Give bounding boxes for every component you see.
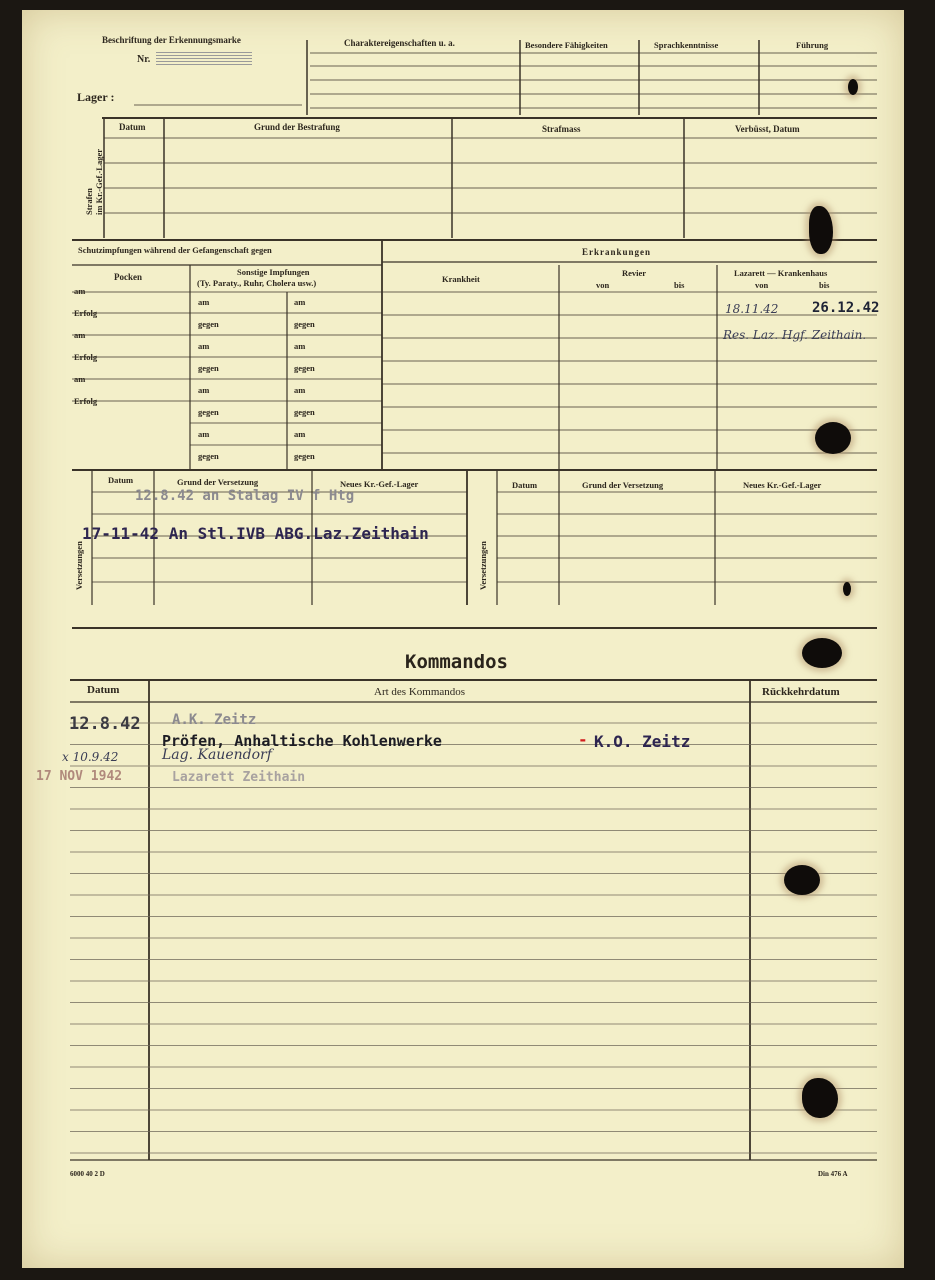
- kommando-date-1: 12.8.42: [69, 714, 141, 734]
- label-transfers-right: Versetzungen: [478, 541, 488, 590]
- kommando-type-1: Pröfen, Anhaltische Kohlenwerke: [162, 732, 442, 750]
- kommando-date-3: 17 NOV 1942: [36, 769, 123, 784]
- vaccination-left-row-label: am: [74, 330, 86, 340]
- vaccination-right-row-label: am: [294, 341, 306, 351]
- col-new-camp-2: Neues Kr.-Gef.-Lager: [743, 480, 822, 490]
- col-infirmary-to: bis: [674, 280, 685, 290]
- label-language-skills: Sprachkenntnisse: [654, 40, 719, 50]
- punch-hole: [802, 1078, 838, 1118]
- col-infirmary-from: von: [596, 280, 610, 290]
- col-transfer-reason-2: Grund der Versetzung: [582, 480, 664, 490]
- col-smallpox: Pocken: [114, 272, 142, 282]
- col-new-camp: Neues Kr.-Gef.-Lager: [340, 479, 419, 489]
- col-transfer-reason: Grund der Versetzung: [177, 477, 259, 487]
- hospital-entry-to: 26.12.42: [812, 300, 880, 316]
- kommando-code-1: K.O. Zeitz: [594, 732, 691, 751]
- col-date: Datum: [119, 122, 146, 132]
- col-other-vaccinations: Sonstige Impfungen: [237, 267, 310, 277]
- punch-hole: [815, 422, 851, 454]
- col-kommando-type: Art des Kommandos: [374, 686, 466, 698]
- vaccination-right-row-label: gegen: [294, 319, 315, 329]
- label-lager: Lager :: [77, 90, 115, 104]
- vaccination-right-row-label: am: [198, 297, 210, 307]
- kommando-type-2: Lag. Kauendorf: [162, 747, 272, 763]
- col-illness: Krankheit: [442, 274, 480, 284]
- col-return-date: Rückkehrdatum: [762, 686, 840, 698]
- kommando-date-2: x 10.9.42: [62, 750, 119, 764]
- col-transfer-date: Datum: [108, 475, 134, 485]
- vaccination-right-row-label: am: [198, 429, 210, 439]
- vaccination-right-row-label: am: [294, 385, 306, 395]
- col-served-date: Verbüsst, Datum: [735, 124, 800, 134]
- vaccination-right-row-label: gegen: [198, 451, 219, 461]
- label-conduct: Führung: [796, 40, 829, 50]
- col-kommando-date: Datum: [87, 684, 120, 696]
- document-card: [22, 10, 904, 1268]
- label-tag-inscription: Beschriftung der Erkennungsmarke: [102, 35, 241, 45]
- vaccination-left-row-label: am: [74, 374, 86, 384]
- vaccination-left-row-label: Erfolg: [74, 396, 98, 406]
- col-transfer-date-2: Datum: [512, 480, 538, 490]
- col-hospital-from: von: [755, 280, 769, 290]
- label-number: Nr.: [137, 54, 151, 65]
- vaccination-right-row-label: gegen: [294, 451, 315, 461]
- col-infirmary: Revier: [622, 268, 647, 278]
- kommando-red-dash: -: [578, 730, 588, 749]
- vaccination-right-row-label: am: [294, 429, 306, 439]
- transfer-entry-1: 12.8.42 an Stalag IV f Htg: [135, 488, 355, 504]
- vaccination-left-row-label: am: [74, 286, 86, 296]
- footer-din: Din 476 A: [818, 1170, 848, 1178]
- label-illnesses: Erkrankungen: [582, 247, 652, 257]
- vaccination-right-row-label: gegen: [198, 363, 219, 373]
- vaccination-right-row-label: gegen: [294, 363, 315, 373]
- label-character-traits: Charaktereigenschaften u. a.: [344, 38, 455, 48]
- punch-hole: [802, 638, 842, 668]
- vaccination-right-row-label: gegen: [294, 407, 315, 417]
- punch-hole: [784, 865, 820, 895]
- punch-hole: [809, 206, 833, 254]
- kommando-type-3: Lazarett Zeithain: [172, 770, 306, 785]
- vaccination-right-row-label: gegen: [198, 319, 219, 329]
- vaccination-right-row-label: am: [294, 297, 306, 307]
- kommando-stamp-faint: A.K. Zeitz: [172, 712, 257, 728]
- label-special-skills: Besondere Fähigkeiten: [525, 40, 608, 50]
- vaccination-right-row-label: gegen: [198, 407, 219, 417]
- col-sentence: Strafmass: [542, 124, 581, 134]
- vaccination-right-row-label: am: [198, 385, 210, 395]
- kommandos-title: Kommandos: [405, 651, 508, 673]
- hospital-entry-from: 18.11.42: [725, 302, 779, 316]
- col-hospital-to: bis: [819, 280, 830, 290]
- vaccination-left-row-label: Erfolg: [74, 308, 98, 318]
- vaccination-right-row-label: am: [198, 341, 210, 351]
- label-transfers-left: Versetzungen: [74, 541, 84, 590]
- label-vaccinations: Schutzimpfungen während der Gefangenschaft gegen: [78, 245, 272, 255]
- hospital-entry-place: Res. Laz. Hgf. Zeithain.: [723, 328, 867, 342]
- col-reason-punishment: Grund der Bestrafung: [254, 122, 340, 132]
- label-punishments-vertical: Strafen im Kr.-Gef.-Lager: [84, 148, 104, 215]
- footer-print-code: 6000 40 2 D: [70, 1170, 105, 1178]
- vaccination-left-row-label: Erfolg: [74, 352, 98, 362]
- transfer-entry-2: 17-11-42 An Stl.IVB ABG.Laz.Zeithain: [82, 524, 429, 543]
- form-grid: [22, 10, 904, 1268]
- col-hospital: Lazarett — Krankenhaus: [734, 268, 828, 278]
- col-other-vaccinations-examples: (Ty. Paraty., Ruhr, Cholera usw.): [197, 278, 317, 288]
- number-field: [156, 52, 252, 67]
- punch-hole: [848, 79, 858, 95]
- punch-hole: [843, 582, 851, 596]
